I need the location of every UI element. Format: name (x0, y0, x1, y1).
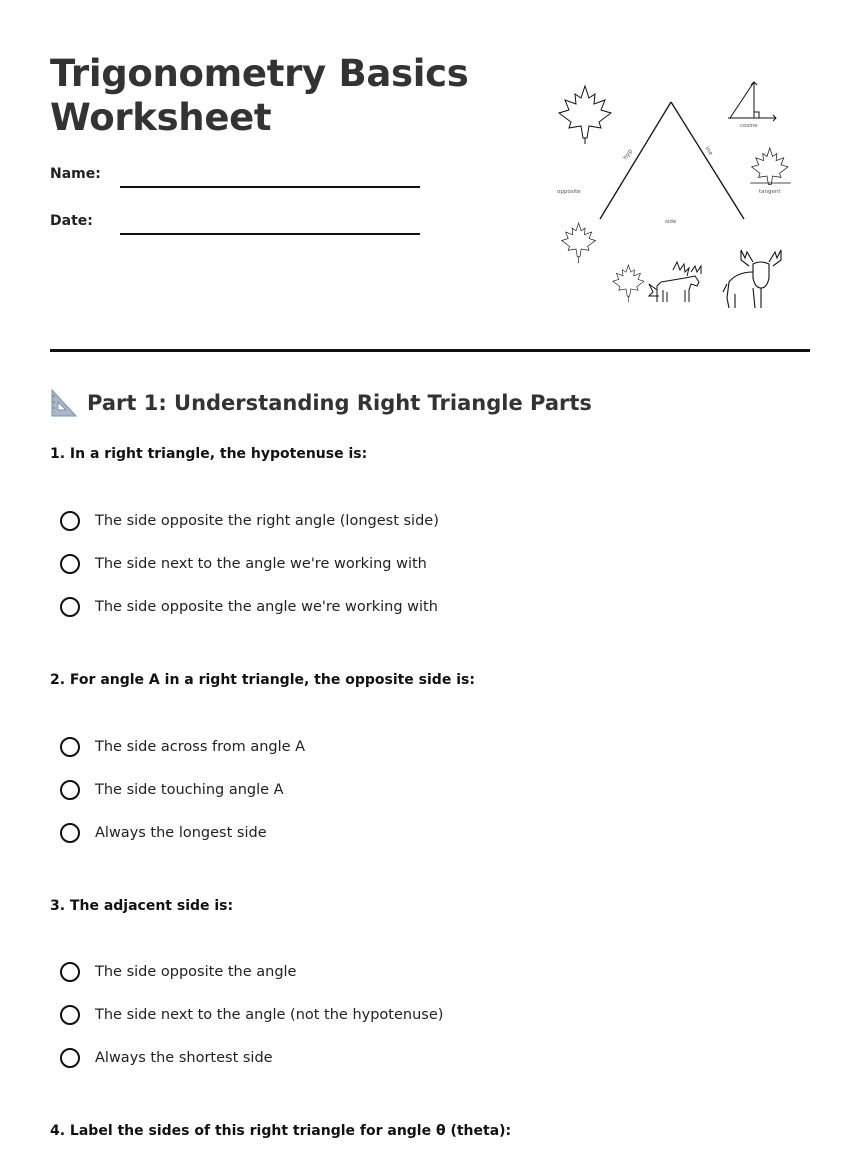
name-input-line[interactable] (120, 173, 420, 188)
radio-button[interactable] (60, 962, 80, 982)
q2-option-3[interactable] (60, 823, 267, 843)
q1-option-1[interactable] (60, 511, 439, 531)
moose-icon-small (649, 262, 701, 302)
header-divider (50, 349, 810, 352)
question-3: 3. The adjacent side is: (50, 898, 234, 914)
radio-button[interactable] (60, 511, 80, 531)
triangle-axes-icon (728, 82, 776, 121)
radio-button[interactable] (60, 1048, 80, 1068)
question-2: 2. For angle A in a right triangle, the opposite side is: (50, 672, 475, 688)
question-4: 4. Label the sides of this right triangle for angle θ (theta): (50, 1123, 512, 1139)
worksheet-title (50, 52, 468, 140)
maple-leaf-icon-bottom (613, 265, 644, 302)
option-label: The side opposite the right angle (longest side) (95, 513, 439, 529)
option-label: The side next to the angle (not the hypotenuse) (95, 1007, 444, 1023)
q3-option-2[interactable] (60, 1005, 443, 1025)
part-1-heading (50, 388, 592, 418)
hyp-label-right: ine (703, 145, 715, 157)
date-field-row (50, 213, 420, 235)
maple-leaf-icon-lower-left (562, 223, 596, 263)
base-side-label: side (665, 219, 677, 225)
cosine-label: cosine (740, 123, 758, 129)
q1-option-3[interactable] (60, 597, 438, 617)
name-label: Name: (50, 166, 101, 182)
radio-button[interactable] (60, 1005, 80, 1025)
moose-icon (723, 250, 781, 308)
q3-option-1[interactable] (60, 962, 296, 982)
option-label: The side opposite the angle (95, 964, 297, 980)
option-label: Always the shortest side (95, 1050, 273, 1066)
radio-button[interactable] (60, 597, 80, 617)
date-input-line[interactable] (120, 220, 420, 235)
question-1: 1. In a right triangle, the hypotenuse is: (50, 446, 368, 462)
title-line-2: Worksheet (50, 96, 272, 139)
maple-leaf-icon (559, 86, 611, 144)
radio-button[interactable] (60, 823, 80, 843)
title-line-1: Trigonometry Basics (50, 52, 469, 95)
date-label: Date: (50, 213, 93, 229)
radio-button[interactable] (60, 737, 80, 757)
option-label: Always the longest side (95, 825, 267, 841)
tangent-label: tangent (759, 189, 781, 195)
q1-option-2[interactable] (60, 554, 427, 574)
option-label: The side touching angle A (95, 782, 284, 798)
option-label: The side next to the angle we're working with (95, 556, 427, 572)
q3-option-3[interactable] (60, 1048, 273, 1068)
radio-button[interactable] (60, 554, 80, 574)
opposite-label: opposite (557, 189, 581, 195)
hyp-label-left: hyp (621, 147, 635, 162)
option-label: The side across from angle A (95, 739, 306, 755)
part-1-title: Part 1: Understanding Right Triangle Parts (87, 391, 592, 415)
set-square-icon (50, 388, 78, 418)
q2-option-2[interactable] (60, 780, 284, 800)
name-field-row (50, 166, 420, 188)
maple-leaf-icon-right (750, 148, 791, 184)
triangle-diagram (600, 102, 744, 219)
radio-button[interactable] (60, 780, 80, 800)
option-label: The side opposite the angle we're working with (95, 599, 438, 615)
q2-option-1[interactable] (60, 737, 305, 757)
decorative-illustration (548, 78, 798, 318)
